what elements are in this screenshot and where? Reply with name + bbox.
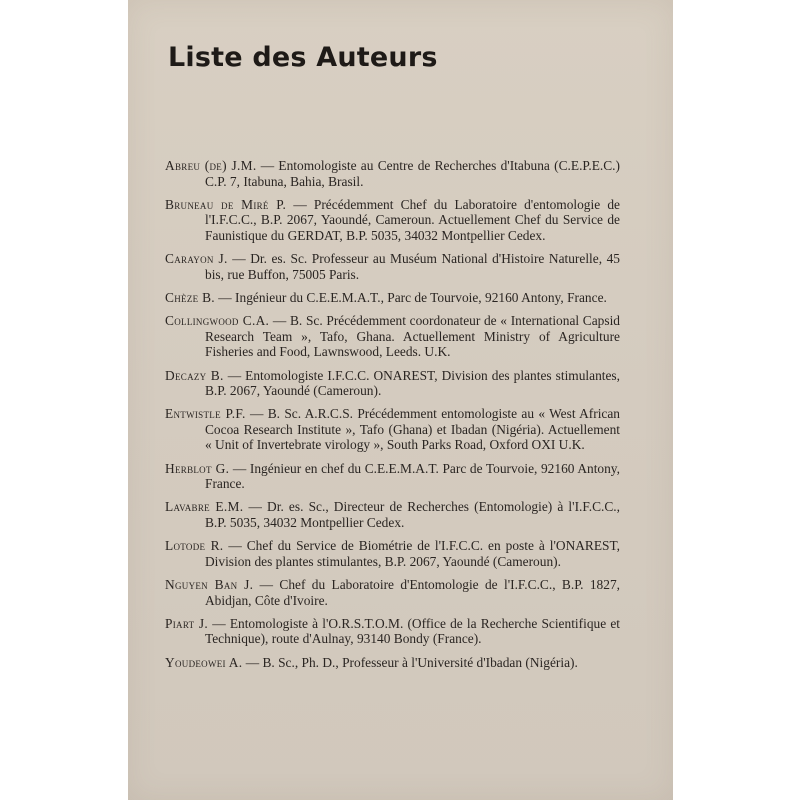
author-entry <box>165 499 620 530</box>
book-page <box>128 0 673 800</box>
author-name: Abreu (de) J.M. <box>165 158 257 173</box>
author-details: — B. Sc. A.R.C.S. Précédemment entomologiste au « West African Cocoa Research Institute », Tafo (Ghana) et Ibadan (Nigéria). Actuellement « Unit of Invertebrate virology », South Parks Road, Oxford OXI U.K. <box>205 406 621 453</box>
author-name: Entwistle P.F. <box>165 406 246 422</box>
author-name: Chèze B. <box>165 289 215 305</box>
author-details: — Précédemment Chef du Laboratoire d'entomologie de l'I.F.C.C., B.P. 2067, Yaoundé, Cameroun. Actuellement Chef du Service de Faunistique du GERDAT, B.P. 5035, 34032 Montpellier Cedex. <box>205 196 620 243</box>
author-entry <box>165 197 620 244</box>
author-entry <box>165 577 620 608</box>
author-entry <box>165 616 620 647</box>
author-name: Decazy B. <box>165 367 224 383</box>
author-entry <box>165 461 620 492</box>
author-entry <box>165 290 620 306</box>
author-entry <box>165 406 620 453</box>
page-title: Liste des Auteurs <box>168 42 438 73</box>
author-details: — B. Sc., Ph. D., Professeur à l'Université d'Ibadan (Nigéria). <box>242 654 578 670</box>
author-details: — Entomologiste I.F.C.C. ONAREST, Division des plantes stimulantes, B.P. 2067, Yaoundé (Cameroun). <box>205 367 620 399</box>
author-name: Nguyen Ban J. <box>165 577 254 592</box>
author-details: — Entomologiste à l'O.R.S.T.O.M. (Office de la Recherche Scientifique et Technique), route d'Aulnay, 93140 Bondy (France). <box>205 615 621 647</box>
author-name: Carayon J. <box>165 251 228 267</box>
author-details: — B. Sc. Précédemment coordonateur de « International Capsid Research Team », Tafo, Ghana. Actuellement Ministry of Agriculture Fisheries and Food, Lawnswood, Leeds. U.K. <box>205 313 620 360</box>
author-list <box>165 158 620 678</box>
author-name: Herblot G. <box>165 460 230 476</box>
author-details: — Dr. es. Sc. Professeur au Muséum National d'Histoire Naturelle, 45 bis, rue Buffon, 75005 Paris. <box>205 251 621 282</box>
author-details: — Ingénieur en chef du C.E.E.M.A.T. Parc de Tourvoie, 92160 Antony, France. <box>205 460 620 492</box>
author-name: Bruneau de Miré P. <box>165 196 287 212</box>
author-entry <box>165 655 620 671</box>
author-details: — Chef du Laboratoire d'Entomologie de l'I.F.C.C., B.P. 1827, Abidjan, Côte d'Ivoire. <box>205 577 620 608</box>
author-entry <box>165 538 620 569</box>
author-entry <box>165 251 620 282</box>
author-entry <box>165 368 620 399</box>
author-name: Lotode R. <box>165 538 224 554</box>
author-name: Collingwood C.A. <box>165 313 270 329</box>
author-details: — Chef du Service de Biométrie de l'I.F.C.C. en poste à l'ONAREST, Division des plantes stimulantes, B.P. 2067, Yaoundé (Cameroun). <box>205 538 621 569</box>
author-entry <box>165 313 620 360</box>
author-details: — Dr. es. Sc., Directeur de Recherches (Entomologie) à l'I.F.C.C., B.P. 5035, 34032 Montpellier Cedex. <box>205 499 621 531</box>
author-details: — Entomologiste au Centre de Recherches d'Itabuna (C.E.P.E.C.) C.P. 7, Itabuna, Bahia, Brasil. <box>205 158 620 189</box>
author-name: Piart J. <box>165 615 209 631</box>
author-name: Lavabre E.M. <box>165 499 244 515</box>
author-entry <box>165 158 620 189</box>
author-details: — Ingénieur du C.E.E.M.A.T., Parc de Tourvoie, 92160 Antony, France. <box>214 289 607 305</box>
author-name: Youdeowei A. <box>165 654 243 670</box>
